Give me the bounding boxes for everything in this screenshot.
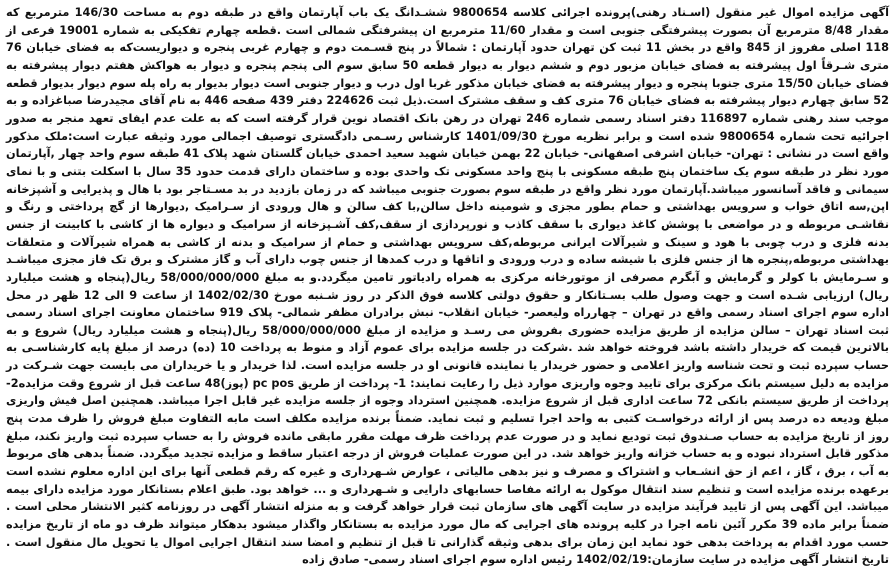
notice-body-text: آگهی مزایده اموال غیر منقول (اسـناد رهنی)پرونده اجرائی کلاسه 9800654 ششـدانگ یک باب آپارتمان واقع در طبقه دوم به مساحت 146/30 مترمربع که مقدار 8/48 مترمربع آن بصورت پیشرفتگی جنوبی است و مقدار 11/60 مترمربع ان پیشرفتگی شمالی است .قطعه چهارم تفکیکی به شماره 19001 فرعی از 118 اصلی مفروز از 845 واقع در بخش 11 ثبت کن تهران حدود آپارتمان : شمالاً در پنج قسـمت دوم و چهارم غربی پنجره و دیواریست‌که به فضای خیابان 76 متری شـرقاً اول پیشرفته به فضای خیابان مزبور دوم و ششم دیوار به دیوار قطعه 50 سابق سوم الی پنجم پنجره و دیوار به هواکش هفتم دیوار پیشرفته به فضای خیابان 15/50 متری جنوبا پنجره و دیوار پیشرفته به فضای خیابان مذکور غربا اول درب و دیوار جنوبی است دیوار بدیوار به راه پله سوم دیوار بدیوار قطعه 52 سابق چهارم دیوار پیشرفته به فضای خیابان 76 متری کف و سقف مشترک است.ذیل ثبت 224626 دفتر 439 صفحه 446 به نام آقای مجیدرضا صباغزاده و به موجب سند رهنی شماره 116897 دفتر اسناد رسمی شماره 246 تهران در رهن بانک اقتصاد نوین قرار گرفته است که به علت عدم ایفای تعهد منجر به صدور اجرائیه تحت شماره 9800654 شده است و برابر نظریه مورخ 1401/09/30 کارشناس رسـمی دادگستری توصیف اجمالی مورد وثیقه عبارت است:ملک مذکور واقع است در نشانی : تهران- خیابان اشرفی اصفهانی- خیابان 22 بهمن خیابان شهید سعید احمدی خیابان گلستان شهد پلاک 41 طبقه سوم واحد چهار ,آپارتمان مورد نظر در طبقه سوم یک ساختمان پنج طبقه مسکونی با پنج واحد مسکونی تک واحدی بوده و ساختمان دارای قدمت حدود 35 سال با اسکلت بتنی و با نمای سیمانی و فاقد آسانسور میباشد.آپارتمان مورد نظر واقع در طبقه سوم بصورت جنوبی میباشد که در زمان بازدید در بد مسـتاجر بود با هال و پذیرایی و آشپزخانه اپن,سه اتاق خواب و سرویس بهداشتی و حمام بطور مجزی و شومینه داخل سالن,با کف سالن و هال ورودی از سـرامیک ,دیوارها از گچ پرداختی و رنگ و نقاشـی مربوطه و در مواضعی با پوشش کاغذ دیواری با سقف کاذب و نورپردازی از سقف,کف آشـپزخانه از سرامیک و دیواره ها از کاشی با کابینت از جنس بدنه فلزی و درب چوبی با هود و سینک و شیرآلات ایرانی مربوطه,کف سرویس بهداشتی و حمام از سرامیک و بدنه از کاشی به همراه شیرآلات و متعلقات بهداشتی مربوطه,پنجره ها از جنس فلزی با شیشه ساده و درب ورودی و اتاقها و درب کمدها از جنس چوب دارای آب و گاز مشترک و برق تک فاز مجزی میباشـد و سـرمایش با کولر و گرمایش و آبگرم مصرفی از موتورخانه مرکزی به همراه رادیاتور تامین میگردد.و به مبلغ 58/000/000/000 ریال(پنجاه و هشت میلیارد ریال) ارزیابی شـده است و جهت وصول طلب بسـتانکار و حقوق دولتی کلاسه فوق الذکر در روز شـنبه مورخ 1402/02/30 از ساعت 9 الی 12 ظهر در محل اداره سوم اجرای اسناد رسمی واقع در تهران – چهارراه ولیعصر- خیابان انقلاب- نبش برادران مظفر شمالی- پلاک 919 ساختمان معاونت اجرای اسناد رسمی ثبت اسناد تهران – سالن مزایده از طریق مزایده حضوری بفروش می رسـد و مزایده از مبلغ 58/000/000/000 ریال(پنجاه و هشت میلیارد ریال) شروع و به بالاترین قیمت که خریدار داشته باشد فروخته خواهد شد .شرکت در جلسه مزایده برای عموم آزاد و منوط به پرداخت 10 (ده) درصد از مبلغ پایه کارشناسـی به حساب سپرده ثبت و تحت شناسه واریز اعلامی و حضور خریدار یا نماینده قانونی او در جلسه مزایده است. لذا خریدار و یا خریداران می بایست جهت شـرکت در مزایده به دلیل سیستم بانک مرکزی برای تایید وجوه واریزی موارد ذیل را رعایت نمایند: 1- پرداخت از طریق pc pos (پوز)48 ساعت قبل از شروع وقت مزایده2- پرداخت از طریق سیستم بانکی 72 ساعت اداری قبل از شروع مزایده. همچنین استرداد وجوه از جلسه مزایده غیر قابل اجرا میباشد. همچنین اصل فیش واریزی مبلغ ودیعه ده درصد پس از ارائه درخواسـت کتبی به واحد اجرا تسلیم و ثبت نماید. ضمناً برنده مزایده مکلف است مابه التفاوت مبلغ فروش را ظرف مدت پنج روز از تاریخ مزایده به حساب صـندوق ثبت تودیع نماید و در صورت عدم پرداخت ظرف مهلت مقرر مابقی مانده فروش را به حساب سپرده ثبت واریز نکند، مبلغ مذکور قابل استرداد نبوده و به حساب خزانه واریز خواهد شد. در این صورت عملیات فروش از درجه اعتبار ساقط و مزایده تجدید میگردد. ضمناً بدهی های مربوط به آب ، برق ، گاز ، اعم از حق انشـعاب و اشتراک و مصرف و نیز بدهی مالیاتی ، عوارض شـهرداری و غیره که رقم قطعی آنها برای این اداره معلوم نشده است برعهده برنده مزایده است و تنظیم سند انتقال موکول به ارائه مفاصا حسابهای دارایی و شـهرداری و ... خواهد بود. طبق اعلام بستانکار مورد مزایده دارای بیمه میباشد. این آگهی پس از تایید فرآیند مزایده در سایت آگهی های سازمان ثبت قرار خواهد گرفت و به منزله انتشار آگهی در روزنامه کثیر الانتشار محلی است . ضمناً برابر ماده 39 مکرر آئین نامه اجرا در کلیه پرونده های اجرایی که مال مورد مزایده به بستانکار واگذار میشود بدهکار میتواند ظرف دو ماه از تاریخ مزایده حسب مورد اقدام به پرداخت بدهی خود نماید این زمان برای بدهی وثیقه گذارانی تا قبل از تنظیم و امضا سند انتقال اجرایی اموال یا تحویل مال منقول است . تاریخ انتشار آگهی مزایده در سایت سازمان:1402/02/19 رئیس اداره سوم اجرای اسناد رسمی- صادق زاده [6,6,890,567]
